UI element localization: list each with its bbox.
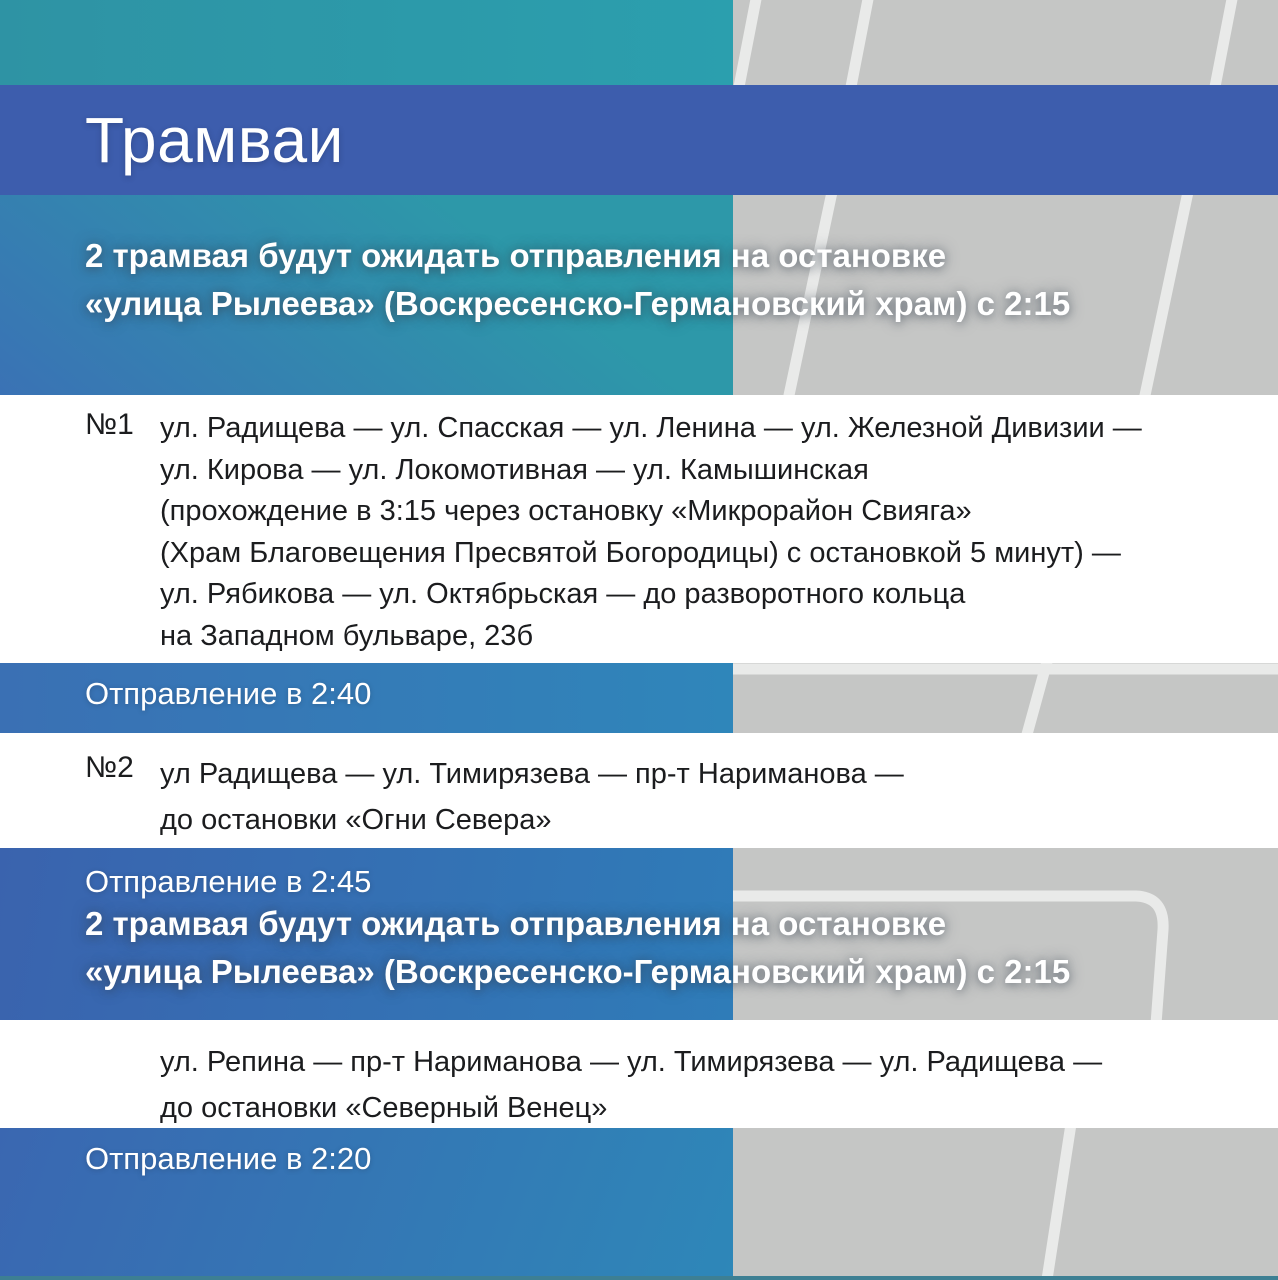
bottom-edge-strip: [0, 1276, 1278, 1280]
mid-notice-text: [85, 900, 1205, 996]
route-line: ул Радищева — ул. Тимирязева — пр-т Нариманова —: [160, 758, 904, 790]
route-number: №1: [85, 408, 134, 441]
notice-line: 2 трамвая будут ожидать отправления на остановке: [85, 905, 947, 942]
route-line: на Западном бульваре, 23б: [160, 619, 534, 652]
page-title: Трамваи: [85, 104, 344, 176]
departure-band-220: [0, 1128, 733, 1276]
route-section-3: [0, 1020, 1278, 1128]
route-line: (Храм Благовещения Пресвятой Богородицы) с остановкой 5 минут) —: [160, 536, 1121, 569]
notice-line: 2 трамвая будут ожидать отправления на остановке: [85, 237, 947, 274]
route-description: [160, 751, 904, 843]
title-band: [0, 85, 1278, 195]
map-road-line: [1214, 0, 1233, 92]
departure-label: Отправление в 2:45: [85, 864, 372, 899]
departure-label: Отправление в 2:40: [85, 676, 372, 711]
route-line: до остановки «Северный Венец»: [160, 1092, 608, 1124]
route-line: (прохождение в 3:15 через остановку «Микрорайон Свияга»: [160, 495, 972, 527]
route-description: [160, 408, 1142, 657]
route-number: №2: [85, 751, 134, 784]
route-line: ул. Кирова — ул. Локомотивная — ул. Камышинская: [160, 453, 869, 486]
map-road-line: [850, 0, 869, 92]
route-line: ул. Репина — пр-т Нариманова — ул. Тимирязева — ул. Радищева —: [160, 1046, 1103, 1078]
notice-line: «улица Рылеева» (Воскресенско-Германовский храм) с 2:15: [85, 285, 1071, 322]
route-line: до остановки «Огни Севера»: [160, 804, 552, 836]
route-section-1: [0, 395, 1278, 663]
departure-label: Отправление в 2:20: [85, 1141, 372, 1176]
map-road-line: [1046, 1124, 1071, 1280]
map-road-line: [738, 0, 757, 92]
route-section-2: [0, 733, 1278, 848]
departure-band-240: [0, 663, 733, 733]
header-teal-strip: [0, 0, 733, 85]
route-description: [160, 1039, 1102, 1131]
route-line: ул. Радищева — ул. Спасская — ул. Ленина — ул. Железной Дивизии —: [160, 412, 1142, 444]
notice-line: «улица Рылеева» (Воскресенско-Германовский храм) с 2:15: [85, 953, 1071, 990]
route-line: ул. Рябикова — ул. Октябрьская — до разворотного кольца: [160, 578, 966, 610]
top-notice-text: [85, 232, 1205, 328]
